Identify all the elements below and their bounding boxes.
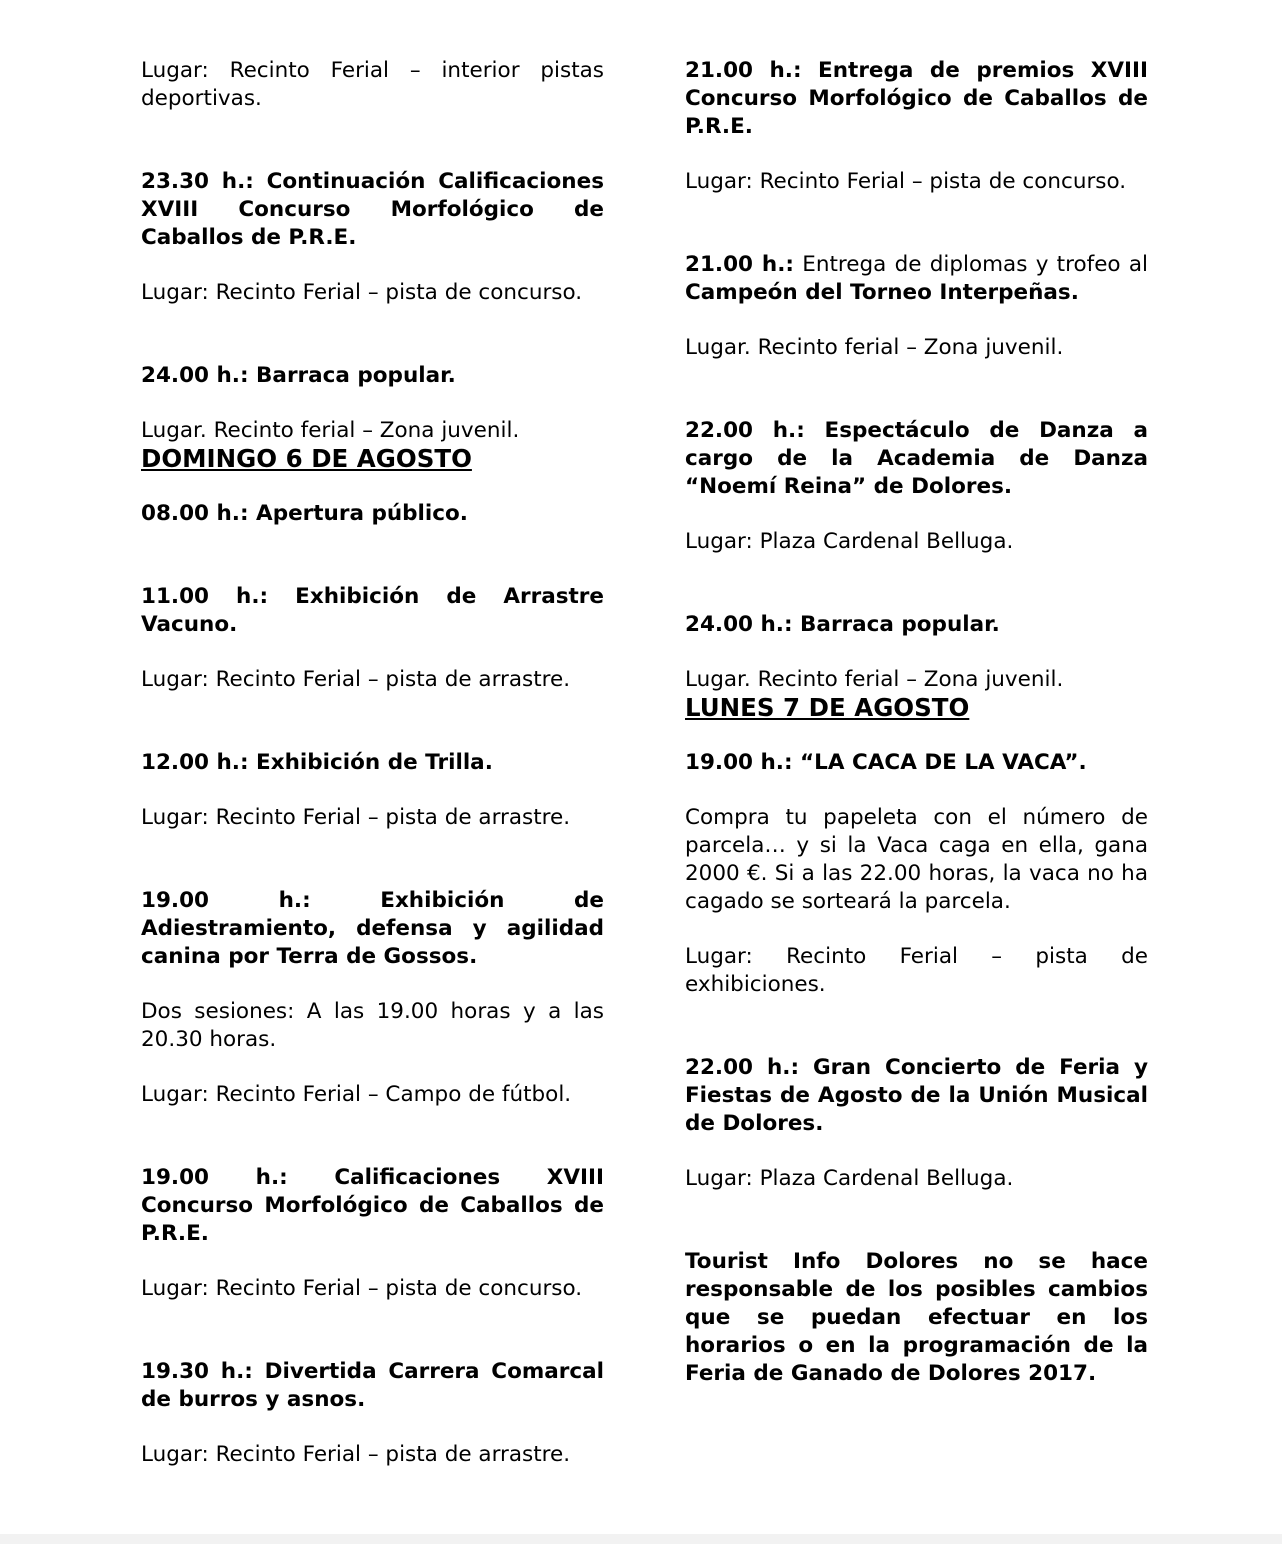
left-column [141,57,604,1469]
day-heading-lunes: LUNES 7 DE AGOSTO [685,693,970,722]
right-column [685,57,1148,1388]
event-location: Lugar. Recinto ferial – Zona juvenil. [141,418,520,443]
event-title: 19.00 h.: “LA CACA DE LA VACA”. [685,750,1087,775]
event-title: 08.00 h.: Apertura público. [141,501,468,526]
event-title: 24.00 h.: Barraca popular. [685,612,1000,637]
event-location: Lugar. Recinto ferial – Zona juvenil. [685,335,1064,360]
event-title: 22.00 h.: Espectáculo de Danza a cargo de la Academia de Danza “Noemí Reina” de Dolores. [685,418,1148,499]
event-location: Lugar: Recinto Ferial – pista de exhibiciones. [685,944,1148,997]
event-description: Compra tu papeleta con el número de parcela… y si la Vaca caga en ella, gana 2000 €. Si a las 22.00 horas, la vaca no ha cagado se sorteará la parcela. [685,805,1148,914]
event-location: Lugar: Recinto Ferial – pista de concurso. [685,169,1127,194]
event-note: Dos sesiones: A las 19.00 horas y a las 20.30 horas. [141,999,604,1052]
event-title: 21.00 h.: Entrega de premios XVIII Concurso Morfológico de Caballos de P.R.E. [685,58,1148,139]
event-location: Lugar: Plaza Cardenal Belluga. [685,529,1014,554]
day-heading-domingo: DOMINGO 6 DE AGOSTO [141,444,472,473]
event-location: Lugar: Recinto Ferial – pista de arrastre. [141,667,571,692]
event-title: 23.30 h.: Continuación Calificaciones XVIII Concurso Morfológico de Caballos de P.R.E. [141,169,604,250]
event-location: Lugar. Recinto ferial – Zona juvenil. [685,667,1064,692]
event-text-bold: Campeón del Torneo Interpeñas. [685,280,1079,305]
event-title: 11.00 h.: Exhibición de Arrastre Vacuno. [141,584,604,637]
event-text: Entrega de diplomas y trofeo al [794,252,1148,277]
event-title: 19.30 h.: Divertida Carrera Comarcal de burros y asnos. [141,1359,604,1412]
event-location: Lugar: Plaza Cardenal Belluga. [685,1166,1014,1191]
event-location: Lugar: Recinto Ferial – pista de concurso. [141,280,583,305]
event-title: 12.00 h.: Exhibición de Trilla. [141,750,493,775]
event-title: 19.00 h.: Calificaciones XVIII Concurso Morfológico de Caballos de P.R.E. [141,1165,604,1246]
event-location: Lugar: Recinto Ferial – pista de arrastre. [141,1442,571,1467]
event-title-mixed [685,251,1148,307]
event-title: 24.00 h.: Barraca popular. [141,363,456,388]
event-location: Lugar: Recinto Ferial – pista de concurso. [141,1276,583,1301]
disclaimer: Tourist Info Dolores no se hace responsable de los posibles cambios que se puedan efectuar en los horarios o en la programación de la Feria de Ganado de Dolores 2017. [685,1249,1148,1386]
event-title: 22.00 h.: Gran Concierto de Feria y Fiestas de Agosto de la Unión Musical de Dolores. [685,1055,1148,1136]
event-location: Lugar: Recinto Ferial – pista de arrastre. [141,805,571,830]
event-title: 19.00 h.: Exhibición de Adiestramiento, defensa y agilidad canina por Terra de Gossos. [141,888,604,969]
event-location: Lugar: Recinto Ferial – Campo de fútbol. [141,1082,572,1107]
page-bottom-strip [0,1534,1282,1544]
event-time: 21.00 h.: [685,252,794,277]
event-location: Lugar: Recinto Ferial – interior pistas deportivas. [141,58,604,111]
